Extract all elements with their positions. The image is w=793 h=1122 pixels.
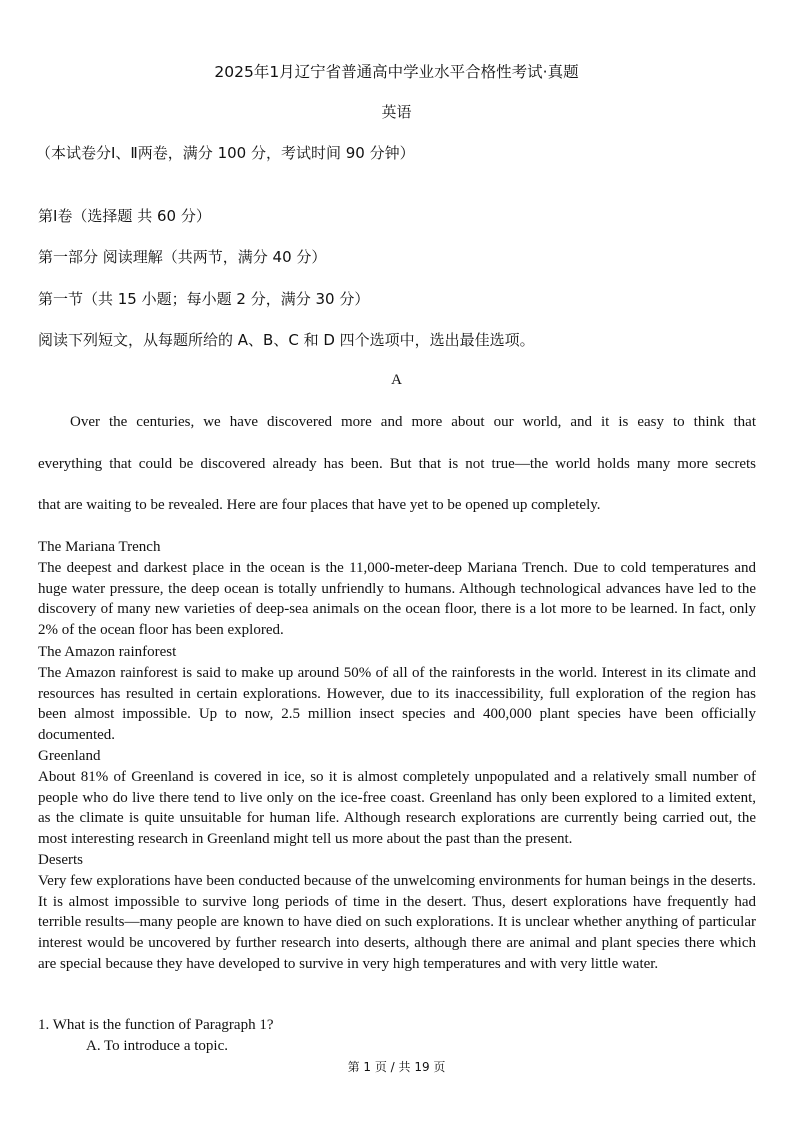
section-heading: 第一节（共 15 小题；每小题 2 分，满分 30 分） [38, 290, 370, 308]
place-text: About 81% of Greenland is covered in ice, so it is almost completely unpopulated and a relatively small number of people who do live there tend to live only on the ice-free coast. Greenland has only been explored to a limited extent, as the climate is quite unsuitable for human life. Although research explorations are currently being carried out, the most interesting research in Greenland might tell us more about the past than the present. [38, 768, 756, 848]
place-text: The deepest and darkest place in the ocean is the 11,000-meter-deep Mariana Trench. Due to cold temperatures and huge water pressure, the deep ocean is totally unfriendly to humans. Although technological advances have led to the discovery of many new varieties of deep-sea animals on the ocean floor, there is a lot more to be learned. In fact, only 2% of the ocean floor has been explored. [38, 559, 756, 639]
intro-line-1: Over the centuries, we have discovered more and more about our world, and it is easy to think that [70, 414, 756, 430]
page-number: 第 1 页 / 共 19 页 [347, 1060, 446, 1074]
part-heading: 第一部分 阅读理解（共两节，满分 40 分） [38, 248, 327, 266]
instructions: 阅读下列短文，从每题所给的 A、B、C 和 D 四个选项中，选出最佳选项。 [38, 331, 535, 349]
intro-line-3: that are waiting to be revealed. Here are four places that have yet to be opened up completely. [38, 497, 601, 513]
volume-heading: 第Ⅰ卷（选择题 共 60 分） [38, 207, 211, 225]
subject-title: 英语 [381, 103, 412, 121]
intro-line-2: everything that could be discovered already has been. But that is not true—the world holds many more secrets [38, 456, 756, 472]
place-text: Very few explorations have been conducted because of the unwelcoming environments for human beings in the deserts. It is almost impossible to survive long periods of time in the desert. Thus, desert explorations have frequently had terrible results—many people are known to have died on such explorations. It is unclear whether anything of particular interest would be uncovered by further research into deserts, although there are animal and plant species there which are special because they have developed to survive in very high temperatures and with very little water. [38, 872, 756, 972]
place-heading: Greenland [38, 748, 101, 764]
place-section-amazon [38, 642, 756, 746]
place-heading: The Amazon rainforest [38, 644, 177, 660]
place-heading: Deserts [38, 852, 83, 868]
question-stem: 1. What is the function of Paragraph 1? [38, 1017, 274, 1033]
place-heading: The Mariana Trench [38, 539, 161, 555]
place-text: The Amazon rainforest is said to make up around 50% of all of the rainforests in the world. Interest in its climate and resources has resulted in certain explorations. However, due to its inaccessibility, full exploration of the region has been almost impossible. Up to now, 2.5 million insect species and 400,000 plant species have been officially documented. [38, 664, 756, 744]
exam-info: （本试卷分Ⅰ、Ⅱ两卷，满分 100 分，考试时间 90 分钟） [36, 144, 415, 162]
place-section-greenland [38, 746, 756, 850]
passage-label: A [391, 372, 402, 388]
place-section-deserts [38, 850, 756, 975]
question-option-a: A. To introduce a topic. [86, 1038, 228, 1054]
place-section-mariana [38, 537, 756, 641]
document-title: 2025年1月辽宁省普通高中学业水平合格性考试·真题 [214, 63, 579, 81]
